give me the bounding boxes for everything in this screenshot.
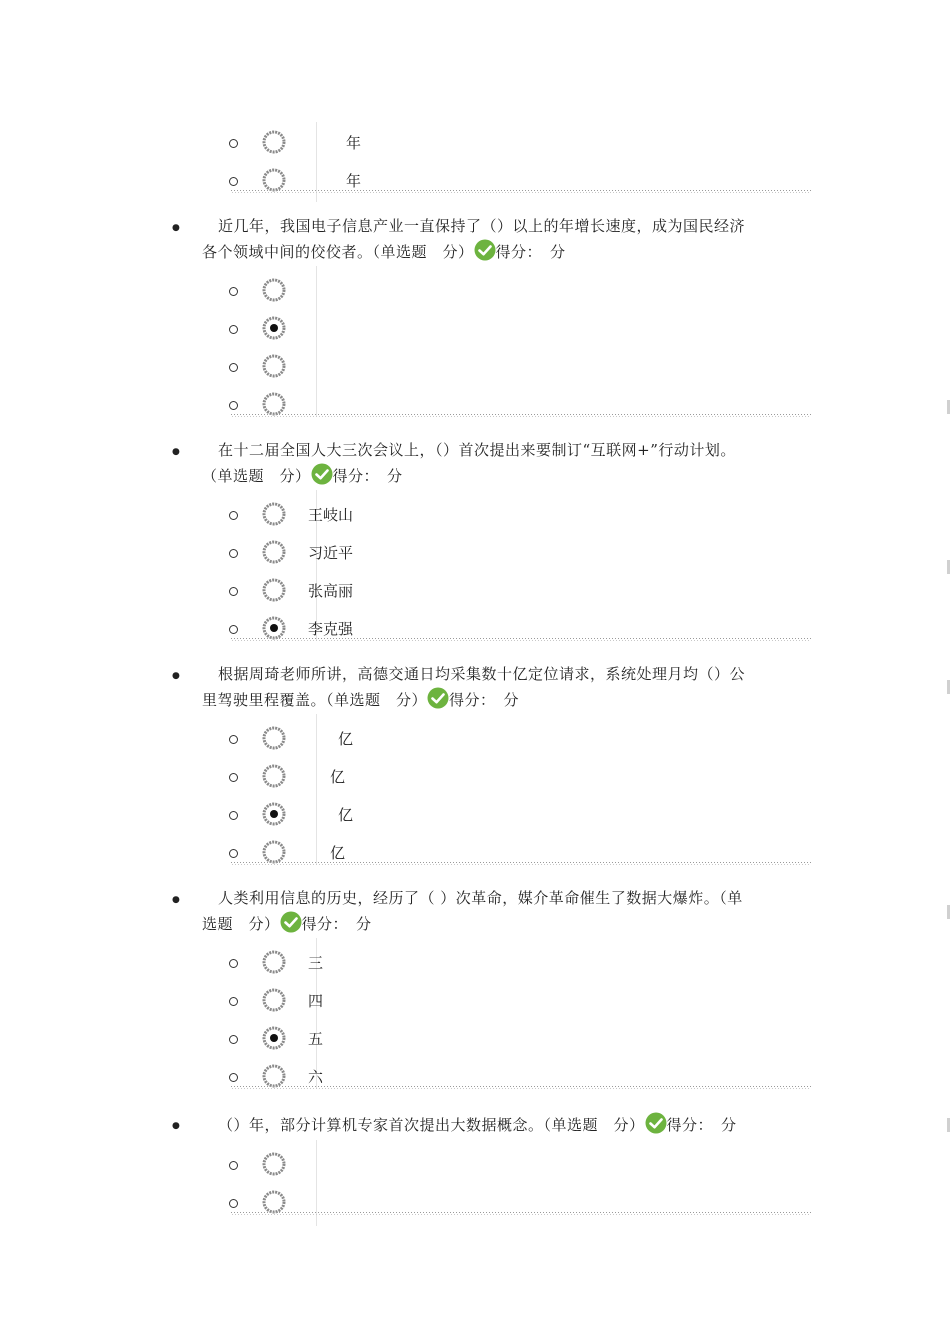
option-label: 李克强 (308, 620, 354, 638)
option-row[interactable] (0, 838, 950, 876)
option-label: 习近平 (308, 544, 354, 562)
check-circle-icon (474, 239, 496, 261)
option-label: 张高丽 (308, 582, 354, 600)
radio-button-icon[interactable] (260, 762, 288, 790)
radio-button-selected-icon[interactable] (260, 1024, 288, 1052)
option-row[interactable] (0, 314, 950, 352)
option-row[interactable] (0, 390, 950, 428)
option-row[interactable] (0, 538, 950, 576)
question-text (202, 1112, 802, 1138)
check-circle-icon (280, 911, 302, 933)
option-row[interactable] (0, 1062, 950, 1100)
list-bullet (229, 177, 238, 186)
check-circle-icon (427, 687, 449, 709)
radio-button-icon[interactable] (260, 948, 288, 976)
option-label: 三 (308, 954, 324, 972)
question-text (202, 662, 802, 713)
score-unit: 分 (387, 467, 403, 485)
option-row[interactable] (0, 614, 950, 652)
question-bullet: ● (172, 1121, 180, 1131)
option-row[interactable] (0, 986, 950, 1024)
list-bullet (229, 325, 238, 334)
option-row[interactable] (0, 276, 950, 314)
radio-button-icon[interactable] (260, 500, 288, 528)
list-bullet (229, 625, 238, 634)
list-bullet (229, 1161, 238, 1170)
radio-button-icon[interactable] (260, 986, 288, 1014)
option-row[interactable] (0, 762, 950, 800)
question-line-2: 选题 分） (202, 915, 280, 933)
radio-button-selected-icon[interactable] (260, 800, 288, 828)
score-label: 得分： (332, 467, 372, 485)
question-text (202, 214, 802, 265)
option-row[interactable] (0, 128, 950, 166)
list-bullet (229, 773, 238, 782)
list-bullet (229, 1035, 238, 1044)
score-unit: 分 (503, 691, 520, 709)
option-label: 年 (346, 134, 362, 152)
option-label: 亿 (338, 730, 354, 748)
separator (231, 638, 811, 641)
radio-button-selected-icon[interactable] (260, 314, 288, 342)
score-label: 得分： (301, 915, 341, 933)
option-row[interactable] (0, 166, 950, 204)
list-bullet (229, 1073, 238, 1082)
question-line-1: 在十二届全国人大三次会议上，（）首次提出来要制订“互联网+”行动计划。 (218, 441, 736, 459)
question-line-1: 根据周琦老师所讲，高德交通日均采集数十亿定位请求，系统处理月均（）公 (218, 665, 746, 683)
question-bullet: ● (172, 671, 180, 681)
list-bullet (229, 997, 238, 1006)
list-bullet (229, 549, 238, 558)
option-row[interactable] (0, 352, 950, 390)
score-unit: 分 (550, 243, 566, 261)
question-line-1: （）年，部分计算机专家首次提出大数据概念。（单选题 分） (218, 1116, 645, 1134)
list-bullet (229, 287, 238, 296)
option-label: 亿 (330, 768, 346, 786)
option-row[interactable] (0, 1150, 950, 1188)
option-row[interactable] (0, 576, 950, 614)
radio-button-icon[interactable] (260, 352, 288, 380)
radio-button-icon[interactable] (260, 538, 288, 566)
question-bullet: ● (172, 447, 180, 457)
list-bullet (229, 735, 238, 744)
score-label: 得分： (495, 243, 535, 261)
radio-button-icon[interactable] (260, 1150, 288, 1178)
list-bullet (229, 363, 238, 372)
radio-button-icon[interactable] (260, 128, 288, 156)
option-row[interactable] (0, 724, 950, 762)
score-label: 得分： (666, 1116, 706, 1134)
separator (231, 190, 811, 193)
question-line-2: 各个领域中间的佼佼者。（单选题 分） (202, 243, 474, 261)
score-unit: 分 (356, 915, 372, 933)
option-label: 年 (346, 172, 362, 190)
list-bullet (229, 401, 238, 410)
question-line-2: 里驾驶里程覆盖。（单选题 分） (202, 691, 428, 709)
option-label: 六 (308, 1068, 324, 1086)
question-text (202, 438, 802, 489)
option-label: 四 (308, 992, 324, 1010)
question-text (202, 886, 802, 937)
list-bullet (229, 587, 238, 596)
option-label: 亿 (330, 844, 346, 862)
radio-button-icon[interactable] (260, 576, 288, 604)
check-circle-icon (645, 1112, 667, 1134)
separator (231, 1086, 811, 1089)
option-row[interactable] (0, 800, 950, 838)
list-bullet (229, 811, 238, 820)
list-bullet (229, 959, 238, 968)
question-bullet: ● (172, 895, 180, 905)
score-label: 得分： (449, 691, 489, 709)
separator (231, 414, 811, 417)
check-circle-icon (311, 463, 333, 485)
list-bullet (229, 849, 238, 858)
radio-button-icon[interactable] (260, 276, 288, 304)
option-label: 亿 (338, 806, 354, 824)
question-line-1: 近几年，我国电子信息产业一直保持了（）以上的年增长速度，成为国民经济 (218, 217, 746, 235)
score-unit: 分 (721, 1116, 737, 1134)
question-line-2: （单选题 分） (202, 467, 311, 485)
option-row[interactable] (0, 1024, 950, 1062)
option-row[interactable] (0, 948, 950, 986)
question-line-1: 人类利用信息的历史，经历了（ ）次革命，媒介革命催生了数据大爆炸。（单 (218, 889, 743, 907)
option-label: 王岐山 (308, 506, 354, 524)
option-row[interactable] (0, 1188, 950, 1226)
radio-button-icon[interactable] (260, 724, 288, 752)
separator (231, 862, 811, 865)
list-bullet (229, 1199, 238, 1208)
option-label: 五 (308, 1030, 324, 1048)
question-bullet: ● (172, 223, 180, 233)
list-bullet (229, 511, 238, 520)
separator (231, 1212, 811, 1215)
list-bullet (229, 139, 238, 148)
option-row[interactable] (0, 500, 950, 538)
